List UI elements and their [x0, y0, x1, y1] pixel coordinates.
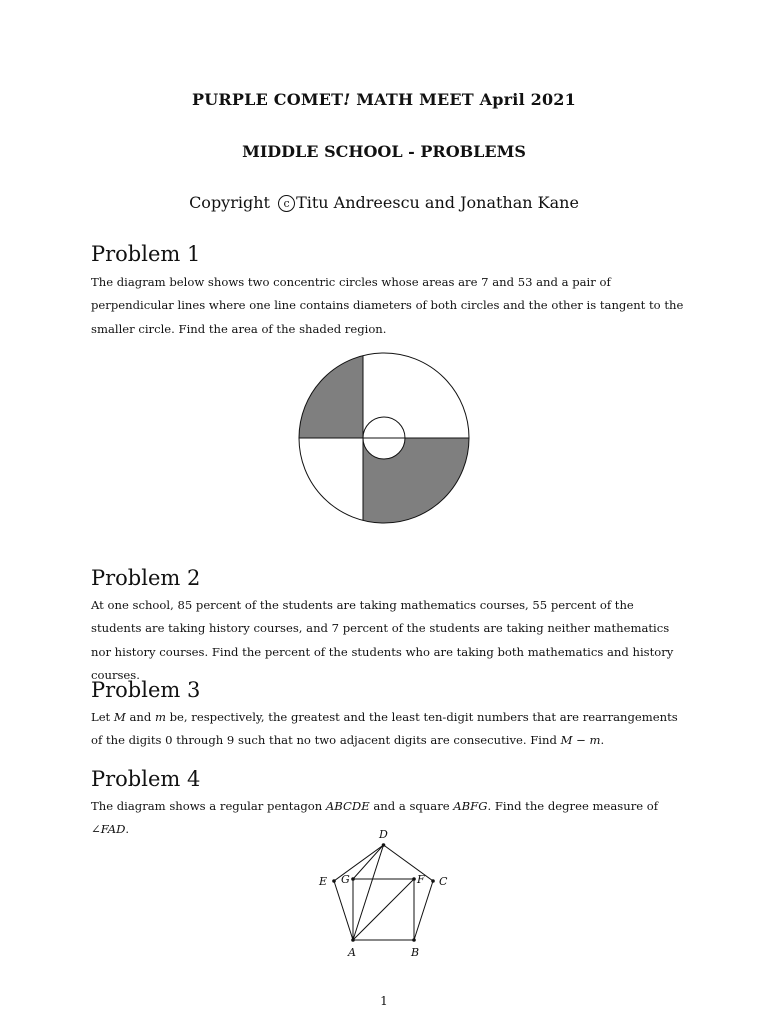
title-bang: !: [343, 90, 351, 109]
problem-3-heading: Problem 3: [91, 678, 201, 702]
problem-1-heading: Problem 1: [91, 242, 201, 266]
pentagon-square-diagram: [314, 825, 454, 965]
p3-text-c: be, respectively, the greatest and the least ten-digit numbers that are rearrangements of the digits 0 through 9 such that no two adjacent digits are consecutive. Find: [91, 710, 678, 748]
copyright-names: Titu Andreescu and Jonathan Kane: [296, 193, 579, 212]
segment-AF: [353, 879, 414, 940]
p3-var-M: M: [113, 710, 126, 724]
p4-angle: ∠FAD: [91, 822, 126, 837]
title-part2: MATH MEET April 2021: [350, 90, 576, 109]
label-E: E: [319, 875, 328, 888]
p4-pentagon: ABCDE: [325, 799, 370, 813]
problem-4-heading: Problem 4: [91, 767, 201, 791]
copyright-symbol: c: [278, 195, 295, 212]
p4-text-b: and a square: [369, 799, 454, 813]
point-F: [412, 877, 416, 881]
segment-GD: [353, 845, 384, 879]
p4-square: ABFG: [453, 799, 488, 813]
copyright-word: Copyright: [189, 193, 270, 212]
label-G: G: [341, 873, 350, 886]
label-A: A: [348, 946, 356, 959]
pentagon-ABCDE: [334, 845, 433, 940]
title-part1: PURPLE COMET: [192, 90, 344, 109]
label-F: F: [417, 873, 425, 886]
problem-2-heading: Problem 2: [91, 566, 201, 590]
point-E: [332, 879, 336, 883]
problem-1-text: The diagram below shows two concentric circles whose areas are 7 and 53 and a pair of perpendicular lines where one line contains diameters of both circles and the other is tangent to the smaller circle. Find the area of the shaded region.: [91, 275, 684, 336]
point-G: [351, 877, 355, 881]
contest-title: [0, 90, 768, 109]
label-C: C: [439, 875, 448, 888]
page-number: 1: [380, 994, 388, 1008]
problem-3-text: [91, 706, 686, 753]
p3-var-m: m: [154, 710, 166, 724]
problem-2-text: At one school, 85 percent of the students are taking mathematics courses, 55 percent of the students are taking history courses, and 7 percent of the students are taking neither mathematics nor history courses. Find the percent of the students who are taking both mathematics and history courses.: [91, 598, 674, 682]
p3-text-d: .: [600, 733, 605, 748]
p4-text-d: .: [125, 822, 130, 837]
shaded-region-upper-left: [294, 349, 363, 438]
concentric-circles-diagram: [294, 349, 474, 531]
label-D: D: [379, 828, 388, 841]
label-B: B: [411, 946, 420, 959]
p4-text-a: The diagram shows a regular pentagon: [91, 799, 326, 813]
point-C: [431, 879, 435, 883]
copyright-line: [0, 193, 768, 212]
p3-text-a: Let: [91, 710, 114, 724]
point-A: [351, 938, 355, 942]
point-B: [412, 938, 416, 942]
contest-subtitle: MIDDLE SCHOOL - PROBLEMS: [242, 142, 526, 161]
point-D: [382, 843, 386, 847]
segment-AD: [353, 845, 384, 940]
p3-text-b: and: [125, 710, 155, 724]
p3-expr: M − m: [560, 733, 601, 748]
p4-text-c: . Find the degree measure of: [487, 799, 659, 813]
